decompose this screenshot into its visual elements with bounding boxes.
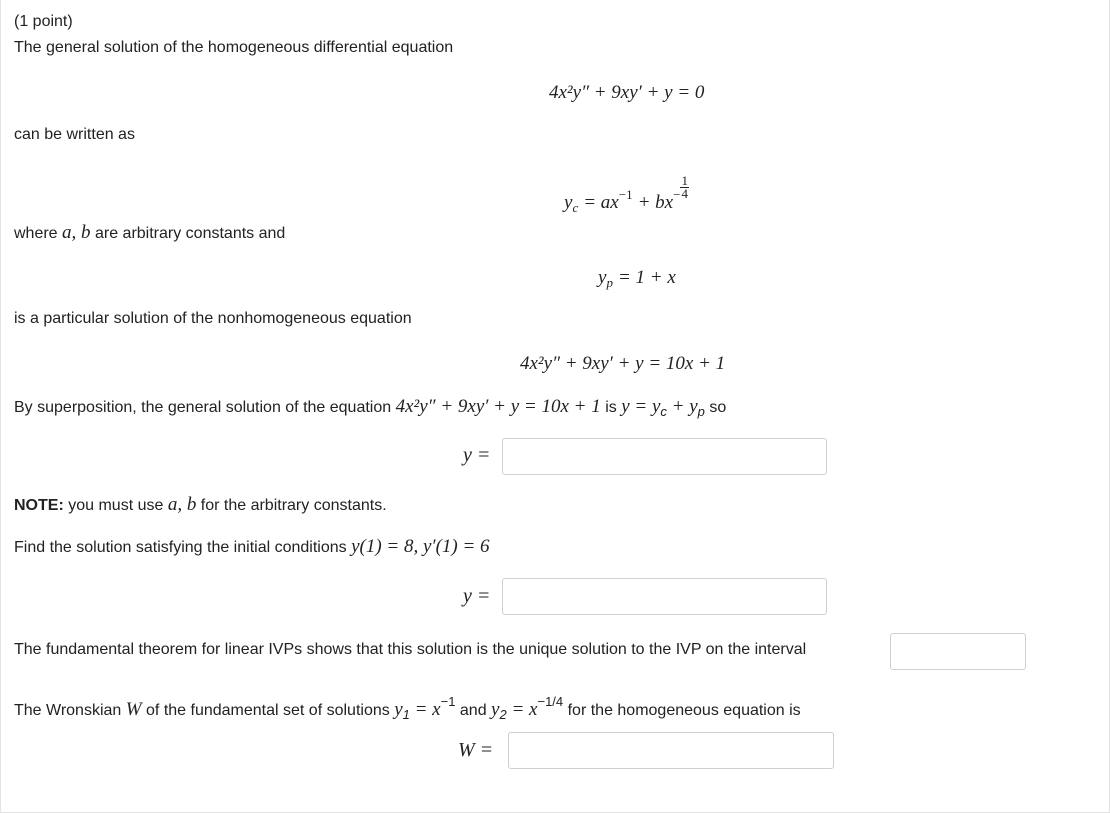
- y1-rhs: = x: [409, 699, 441, 720]
- superposition-prefix: By superposition, the general solution of the equation: [14, 399, 396, 416]
- wronskian-prefix: The Wronskian: [14, 702, 126, 719]
- yc-exponent-2-sign: −: [673, 187, 681, 202]
- where-vars: a, b: [62, 222, 91, 243]
- y1-exponent: −1: [440, 694, 456, 709]
- answer1-label: y =: [463, 444, 491, 466]
- where-text: [14, 223, 285, 244]
- yp-rhs: = 1 + x: [617, 267, 676, 288]
- initial-conditions: y(1) = 8, y′(1) = 6: [351, 536, 490, 557]
- yc-rhs-part1: = ax: [583, 192, 619, 213]
- particular-text: is a particular solution of the nonhomogeneous equation: [14, 310, 412, 327]
- interval-input[interactable]: [890, 633, 1026, 670]
- fraction-numerator: 1: [681, 173, 688, 188]
- points-label: (1 point): [14, 13, 73, 30]
- intro-text: The general solution of the homogeneous differential equation: [14, 39, 454, 56]
- superposition-yc-sub: c: [660, 404, 667, 419]
- y2-rhs: = x: [506, 699, 538, 720]
- find-text: [14, 537, 490, 558]
- answer2-label: y =: [463, 585, 491, 607]
- general-solution-input[interactable]: [502, 438, 827, 475]
- find-prefix: Find the solution satisfying the initial conditions: [14, 539, 352, 556]
- superposition-yp-sub: p: [697, 404, 705, 419]
- superposition-text: [14, 397, 726, 422]
- superposition-is: is: [600, 399, 622, 416]
- note-text-1: you must use: [63, 497, 168, 514]
- wronskian-input[interactable]: [508, 732, 834, 769]
- homogeneous-equation-text: 4x²y″ + 9xy′ + y = 0: [549, 82, 705, 103]
- yc-exponent-1: −1: [618, 187, 633, 202]
- yp-subscript: p: [606, 275, 613, 290]
- yc-rhs-part2: + bx: [637, 192, 674, 213]
- nonhomogeneous-equation: [520, 352, 725, 375]
- yc-subscript: c: [572, 200, 579, 215]
- y2-subscript: 2: [499, 707, 507, 722]
- wronskian-mid: of the fundamental set of solutions: [141, 702, 395, 719]
- note-vars: a, b: [167, 494, 197, 515]
- ivp-solution-input[interactable]: [502, 578, 827, 615]
- y2-label: y: [491, 699, 500, 720]
- where-prefix: where: [14, 225, 63, 242]
- note-label: NOTE:: [14, 497, 64, 514]
- y2-exponent: −1/4: [537, 694, 564, 709]
- answer4-label: W =: [458, 739, 494, 761]
- particular-solution: [598, 266, 676, 291]
- superposition-plus: + y: [666, 396, 698, 417]
- superposition-so: so: [704, 399, 727, 416]
- fraction-denominator: 4: [681, 186, 688, 201]
- yp-label: y: [598, 267, 607, 288]
- superposition-equation: 4x²y″ + 9xy′ + y = 10x + 1: [395, 396, 601, 417]
- can-be-written-text: can be written as: [14, 126, 135, 143]
- yc-exponent-2-fraction: [680, 175, 689, 200]
- note-text-2: for the arbitrary constants.: [196, 497, 387, 514]
- y1-label: y: [394, 699, 403, 720]
- homogeneous-equation: [549, 81, 704, 104]
- wronskian-text: [14, 692, 801, 725]
- complementary-solution: [564, 175, 689, 216]
- superposition-y: y = y: [621, 396, 661, 417]
- wronskian-W: W: [125, 699, 142, 720]
- nonhomogeneous-equation-text: 4x²y″ + 9xy′ + y = 10x + 1: [520, 353, 726, 374]
- y1-subscript: 1: [402, 707, 410, 722]
- yc-label: y: [564, 192, 573, 213]
- note-text: [14, 495, 387, 516]
- and-text: and: [455, 702, 492, 719]
- wronskian-suffix: for the homogeneous equation is: [563, 702, 801, 719]
- where-suffix: are arbitrary constants and: [90, 225, 286, 242]
- theorem-text: The fundamental theorem for linear IVPs shows that this solution is the unique solution to the IVP on the interval: [14, 641, 807, 658]
